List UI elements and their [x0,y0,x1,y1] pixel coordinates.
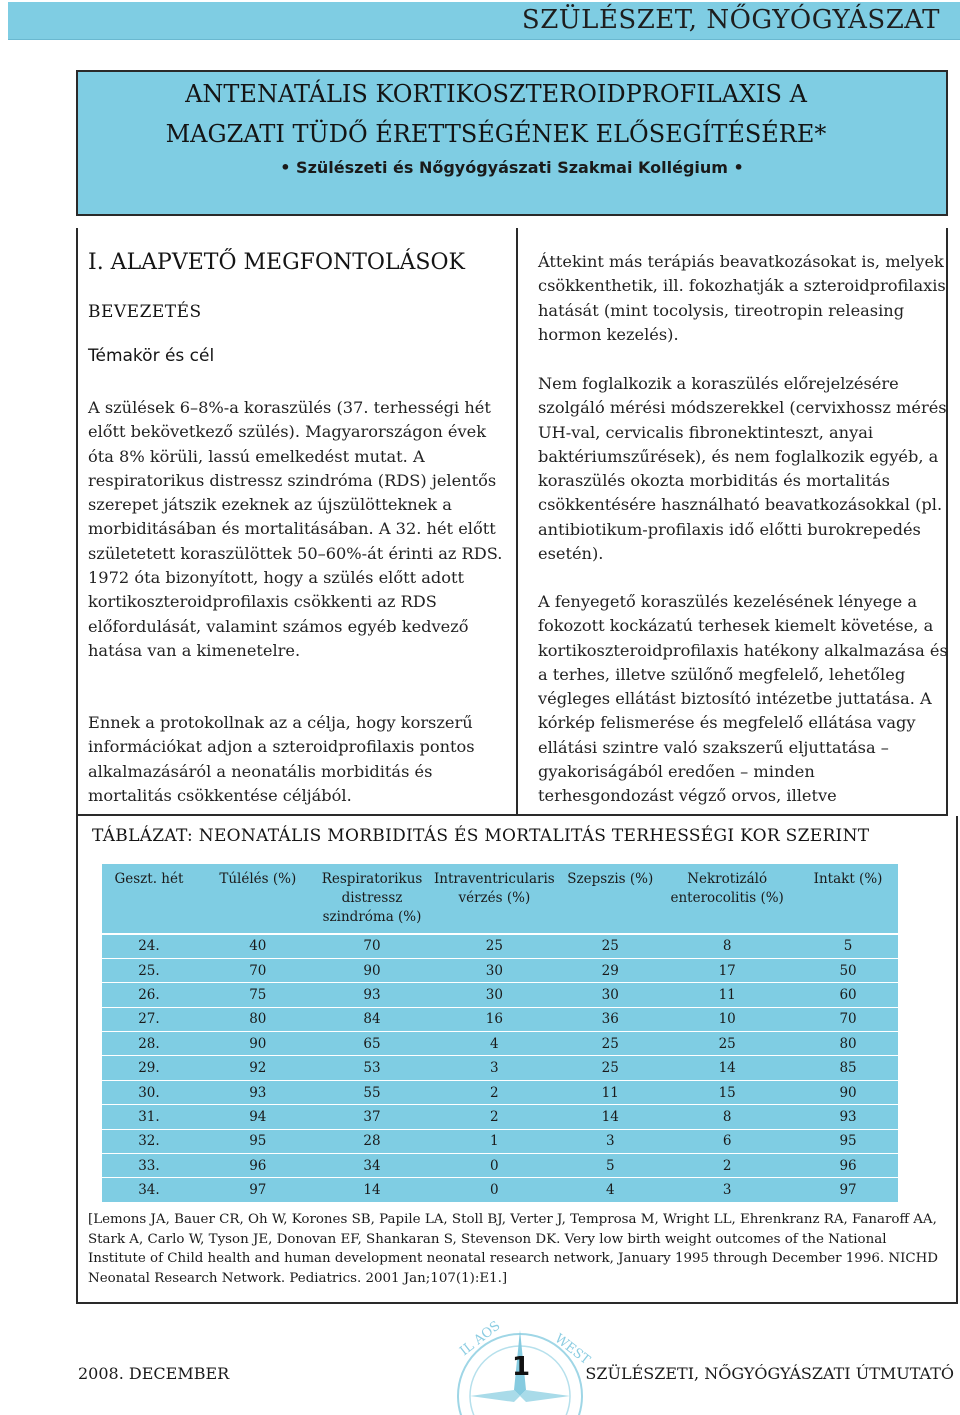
table-cell: 0 [424,1178,564,1202]
table-cell: 65 [320,1032,425,1056]
table-cell: 25. [102,958,196,982]
topic-heading: Témakör és cél [88,346,215,366]
table-row [102,934,898,958]
table-cell: 29 [564,958,656,982]
table-cell: 17 [656,958,798,982]
table-cell: 90 [320,958,425,982]
table-cell: 31. [102,1105,196,1129]
table-cell: 11 [564,1080,656,1104]
footer-publication: SZÜLÉSZETI, NŐGYÓGYÁSZATI ÚTMUTATÓ [585,1364,954,1383]
document-subtitle: • Szülészeti és Nőgyógyászati Szakmai Kollégium • [280,158,744,177]
table-cell: 4 [564,1178,656,1202]
table-cell: 11 [656,983,798,1007]
page-number: 1 [511,1352,531,1382]
document-title-line-1: ANTENATÁLIS KORTIKOSZTEROIDPROFILAXIS A [185,80,807,108]
table-cell: 2 [424,1105,564,1129]
table-cell: 85 [798,1056,898,1080]
table-cell: 30 [424,958,564,982]
paragraph-management: A fenyegető koraszülés kezelésének lényege a fokozott kockázatú terhesek kiemelt követése, a kortikoszteroidprofilaxis hatékony alkalmazása és a terhes, illetve szülőnő megfelelő, lehetőleg végleges ellátást biztosító intézetbe juttatása. A kórkép felismerése és megfelelő ellátása vagy ellátási szintre való szakszerű eljuttatása – gyakoriságából eredően – minden terhesgondozást végző orvos, illetve [538,592,948,806]
logo-text-right: WEST [551,1331,593,1369]
table-cell: 94 [196,1105,320,1129]
table-reference: [Lemons JA, Bauer CR, Oh W, Korones SB, Papile LA, Stoll BJ, Verter J, Temprosa M, Wright LL, Ehrenkranz RA, Fanaroff AA, Stark A, Carlo W, Tyson JE, Donovan EF, Shankaran S, Stevenson DK. Very low birth weight outcomes of the National Institute of Child health and human development neonatal research network, January 1995 through December 1996. NICHD Neonatal Research Network. Pediatrics. 2001 Jan;107(1):E1.] [88,1212,939,1286]
table-cell: 1 [424,1129,564,1153]
table-cell: 34. [102,1178,196,1202]
column-header: Szepszis (%) [567,871,654,887]
table-cell: 2 [424,1080,564,1104]
paragraph-aim: Ennek a protokollnak az a célja, hogy korszerű információkat adjon a szteroidprofilaxis pontos alkalmazásáról a neonatális morbiditás és mortalitás csökkentése céljából. [88,713,475,805]
table-row [102,1105,898,1129]
table-cell: 84 [320,1007,425,1031]
table-cell: 50 [798,958,898,982]
table-cell: 34 [320,1154,425,1178]
table-row [102,1056,898,1080]
table-cell: 95 [196,1129,320,1153]
column-header: Intakt (%) [813,871,883,887]
table-cell: 40 [196,934,320,958]
column-header: Geszt. hét [114,871,184,887]
table-header-row [102,864,898,934]
column-header: Respiratorikus distressz szindróma (%) [321,871,423,925]
column-header: Intraventricularis vérzés (%) [433,871,555,906]
table-cell: 70 [320,934,425,958]
table-cell: 25 [424,934,564,958]
table-cell: 28. [102,1032,196,1056]
table-cell: 93 [320,983,425,1007]
table-cell: 8 [656,1105,798,1129]
footer-date: 2008. DECEMBER [78,1364,230,1383]
table-cell: 25 [564,1032,656,1056]
table-cell: 3 [564,1129,656,1153]
table-cell: 93 [196,1080,320,1104]
document-title-line-2: MAGZATI TÜDŐ ÉRETTSÉGÉNEK ELŐSEGÍTÉSÉRE* [165,120,827,148]
column-header: Nekrotizáló enterocolitis (%) [670,871,784,906]
column-header: Túlélés (%) [219,871,297,887]
table-cell: 5 [564,1154,656,1178]
table-cell: 80 [798,1032,898,1056]
table-cell: 36 [564,1007,656,1031]
morbidity-table [102,864,898,1202]
title-box [76,70,948,216]
table-cell: 16 [424,1007,564,1031]
table-cell: 0 [424,1154,564,1178]
table-cell: 5 [798,934,898,958]
table-cell: 24. [102,934,196,958]
table-cell: 96 [196,1154,320,1178]
table-cell: 70 [196,958,320,982]
table-cell: 4 [424,1032,564,1056]
table-cell: 97 [798,1178,898,1202]
table-cell: 2 [656,1154,798,1178]
table-row [102,1080,898,1104]
table-cell: 25 [564,934,656,958]
table-row [102,958,898,982]
table-cell: 60 [798,983,898,1007]
table-cell: 10 [656,1007,798,1031]
table-cell: 28 [320,1129,425,1153]
table-cell: 14 [564,1105,656,1129]
table-title: TÁBLÁZAT: NEONATÁLIS MORBIDITÁS ÉS MORTALITÁS TERHESSÉGI KOR SZERINT [92,826,870,846]
table-cell: 6 [656,1129,798,1153]
table-row [102,1129,898,1153]
table-row [102,1032,898,1056]
table-cell: 29. [102,1056,196,1080]
table-cell: 26. [102,983,196,1007]
table-cell: 90 [798,1080,898,1104]
table-cell: 3 [656,1178,798,1202]
section-title: SZÜLÉSZET, NŐGYÓGYÁSZAT [521,5,940,35]
table-cell: 92 [196,1056,320,1080]
paragraph-introduction: A szülések 6–8%-a koraszülés (37. terhességi hét előtt bekövetkező szülés). Magyarországon évek óta 8% körüli, lassú emelkedést mutat. A respiratorikus distressz szindróma (RDS) jelentős szerepet játszik ezeknek az újszülötteknek a morbiditásában és mortalitásában. A 32. hét előtt születetett koraszülöttek 50–60%-át érinti az RDS. 1972 óta bizonyított, hogy a szülés előtt adott kortikoszteroidprofilaxis csökkenti az RDS előfordulását, valamint számos egyéb kedvező hatása van a kimenetelre. [88,398,503,660]
section-heading: I. ALAPVETŐ MEGFONTOLÁSOK [88,250,465,275]
table-row [102,1007,898,1031]
logo-text-left: IL AOS [457,1318,504,1360]
table-cell: 37 [320,1105,425,1129]
table-cell: 95 [798,1129,898,1153]
table-cell: 75 [196,983,320,1007]
table-cell: 32. [102,1129,196,1153]
table-cell: 27. [102,1007,196,1031]
table-cell: 14 [320,1178,425,1202]
table-cell: 25 [656,1032,798,1056]
table-cell: 93 [798,1105,898,1129]
table-cell: 25 [564,1056,656,1080]
subheading-introduction: BEVEZETÉS [88,302,202,322]
table-cell: 96 [798,1154,898,1178]
header-band [8,2,960,40]
paragraph-scope: Áttekint más terápiás beavatkozásokat is, melyek csökkenthetik, ill. fokozhatják a szteroidprofilaxis hatását (mint tocolysis, tireotropin releasing hormon kezelés). [538,252,946,344]
table-cell: 53 [320,1056,425,1080]
table-row [102,1178,898,1202]
table-cell: 33. [102,1154,196,1178]
table-cell: 14 [656,1056,798,1080]
table-cell: 15 [656,1080,798,1104]
table-cell: 30. [102,1080,196,1104]
table-cell: 70 [798,1007,898,1031]
table-cell: 80 [196,1007,320,1031]
table-cell: 55 [320,1080,425,1104]
table-cell: 8 [656,934,798,958]
paragraph-exclusions: Nem foglalkozik a koraszülés előrejelzésére szolgáló mérési módszerekkel (cervixhossz mérés UH-val, cervicalis fibronektinteszt, anyai baktériumszűrések), és nem foglalkozik egyéb, a koraszülés okozta morbiditás és mortalitás csökkentésére használható beavatkozásokkal (pl. antibiotikum-profilaxis idő előtti burokrepedés esetén). [538,374,947,564]
table-row [102,1154,898,1178]
table-cell: 3 [424,1056,564,1080]
table-cell: 97 [196,1178,320,1202]
table-cell: 90 [196,1032,320,1056]
table-cell: 30 [564,983,656,1007]
table-cell: 30 [424,983,564,1007]
table-row [102,983,898,1007]
